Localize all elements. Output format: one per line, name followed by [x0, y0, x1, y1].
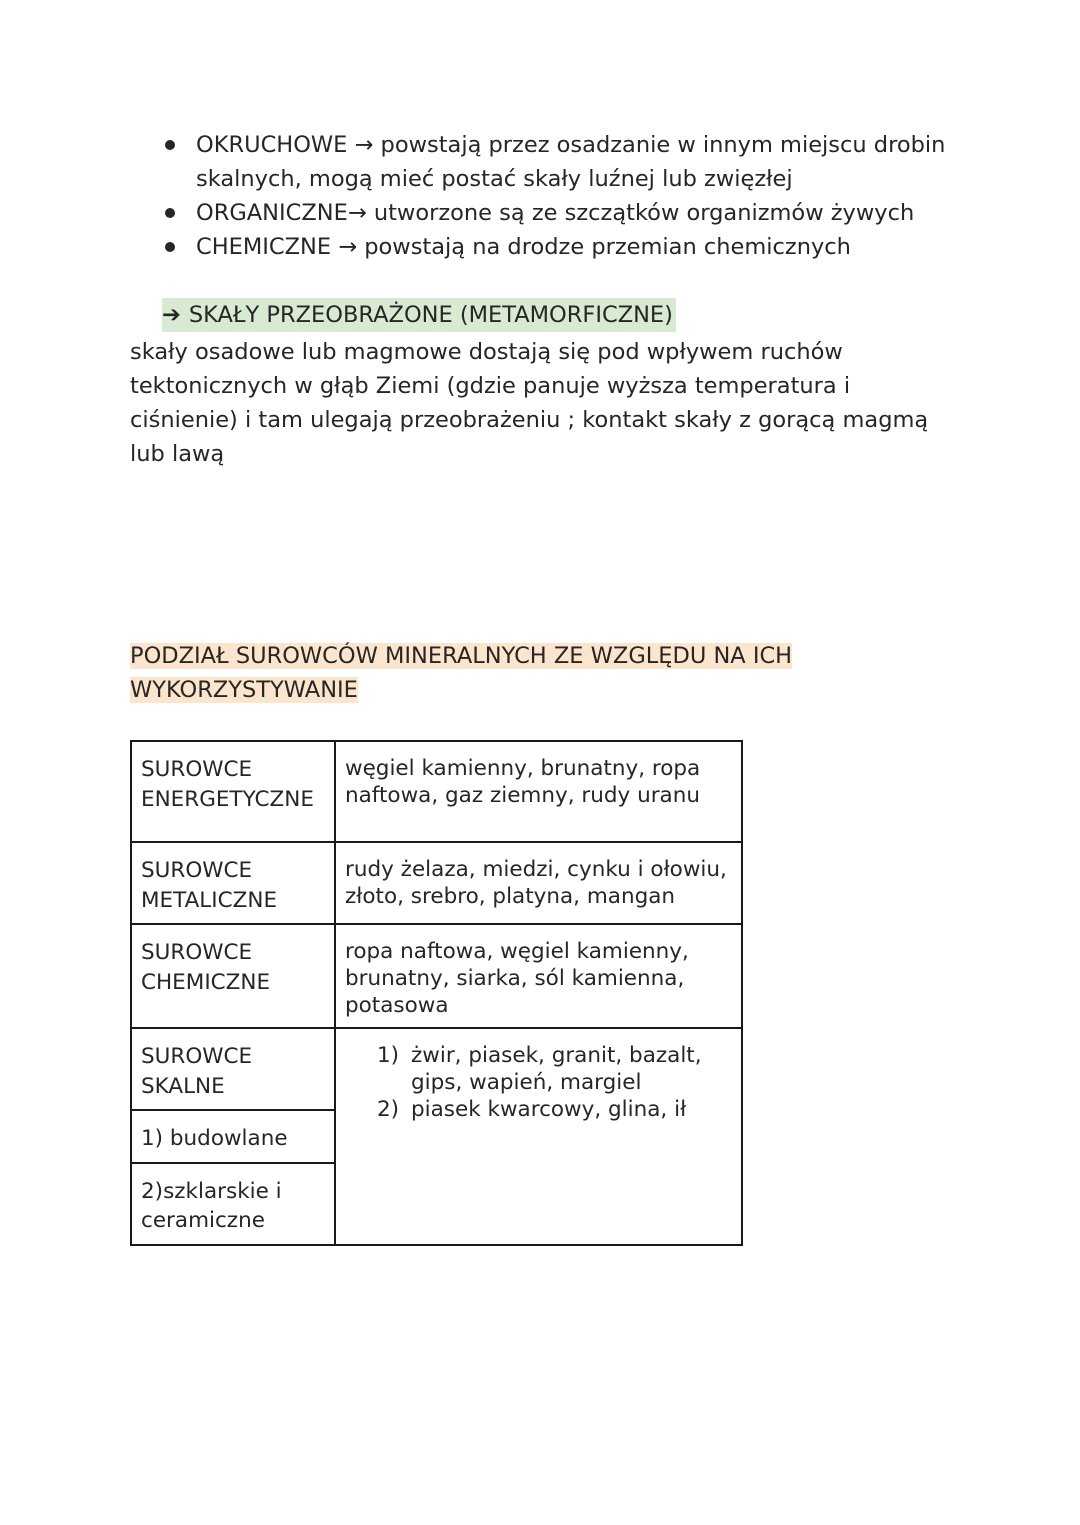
description: powstają przez osadzanie w innym miejscu drobin skalnych, mogą mieć postać skały luźnej lub zwięzłej — [196, 132, 946, 192]
items-cell: rudy żelaza, miedzi, cynku i ołowiu, złoto, srebro, platyna, mangan — [335, 842, 742, 924]
table-row — [131, 924, 742, 1028]
list-item — [377, 1096, 732, 1123]
bullet-icon — [165, 242, 175, 252]
description: utworzone są ze szczątków organizmów żywych — [373, 200, 915, 226]
list-item — [377, 1042, 732, 1096]
resources-heading-text: PODZIAŁ SUROWCÓW MINERALNYCH ZE WZGLĘDU NA ICH WYKORZYSTYWANIE — [130, 643, 793, 703]
resources-heading — [130, 639, 870, 707]
arrow-icon: → — [354, 132, 374, 158]
list-number: 2) — [377, 1097, 400, 1122]
metamorphic-heading-text: SKAŁY PRZEOBRAŻONE (METAMORFICZNE) — [188, 302, 673, 328]
category-cell: SUROWCE SKALNE — [131, 1028, 335, 1110]
term: CHEMICZNE — [196, 234, 332, 260]
table-row — [131, 1028, 742, 1110]
table-row — [131, 741, 742, 842]
category-cell: SUROWCE METALICZNE — [131, 842, 335, 924]
table-row — [131, 842, 742, 924]
category-cell: SUROWCE CHEMICZNE — [131, 924, 335, 1028]
metamorphic-heading — [162, 298, 676, 332]
arrow-right-icon: ➔ — [162, 302, 181, 328]
list-text: żwir, piasek, granit, bazalt, gips, wapień, margiel — [411, 1043, 702, 1095]
bullet-icon — [165, 208, 175, 218]
term: OKRUCHOWE — [196, 132, 348, 158]
items-cell: węgiel kamienny, brunatny, ropa naftowa, gaz ziemny, rudy uranu — [335, 741, 742, 842]
subcategory-cell: 1) budowlane — [131, 1110, 335, 1163]
arrow-icon: → — [338, 234, 358, 260]
description: powstają na drodze przemian chemicznych — [364, 234, 851, 260]
list-number: 1) — [377, 1043, 400, 1068]
bullet-icon — [165, 140, 175, 150]
term: ORGANICZNE — [196, 200, 348, 226]
list-text: piasek kwarcowy, glina, ił — [411, 1097, 687, 1122]
rock-resources-list — [345, 1042, 732, 1123]
items-cell — [335, 1028, 742, 1245]
mineral-resources-table — [130, 740, 743, 1246]
sedimentary-rock-types-list — [196, 128, 956, 264]
metamorphic-description: skały osadowe lub magmowe dostają się pod wpływem ruchów tektonicznych w głąb Ziemi (gdzie panuje wyższa temperatura i ciśnienie) i tam ulegają przeobrażeniu ; kontakt skały z gorącą magmą lub lawą — [130, 339, 929, 467]
list-item-okruchowe — [196, 128, 956, 196]
items-cell: ropa naftowa, węgiel kamienny, brunatny, siarka, sól kamienna, potasowa — [335, 924, 742, 1028]
list-item-organiczne — [196, 196, 956, 230]
subcategory-cell: 2)szklarskie i ceramiczne — [131, 1163, 335, 1245]
arrow-icon: → — [347, 200, 367, 226]
category-cell: SUROWCE ENERGETYCZNE — [131, 741, 335, 842]
list-item-chemiczne — [196, 230, 956, 264]
